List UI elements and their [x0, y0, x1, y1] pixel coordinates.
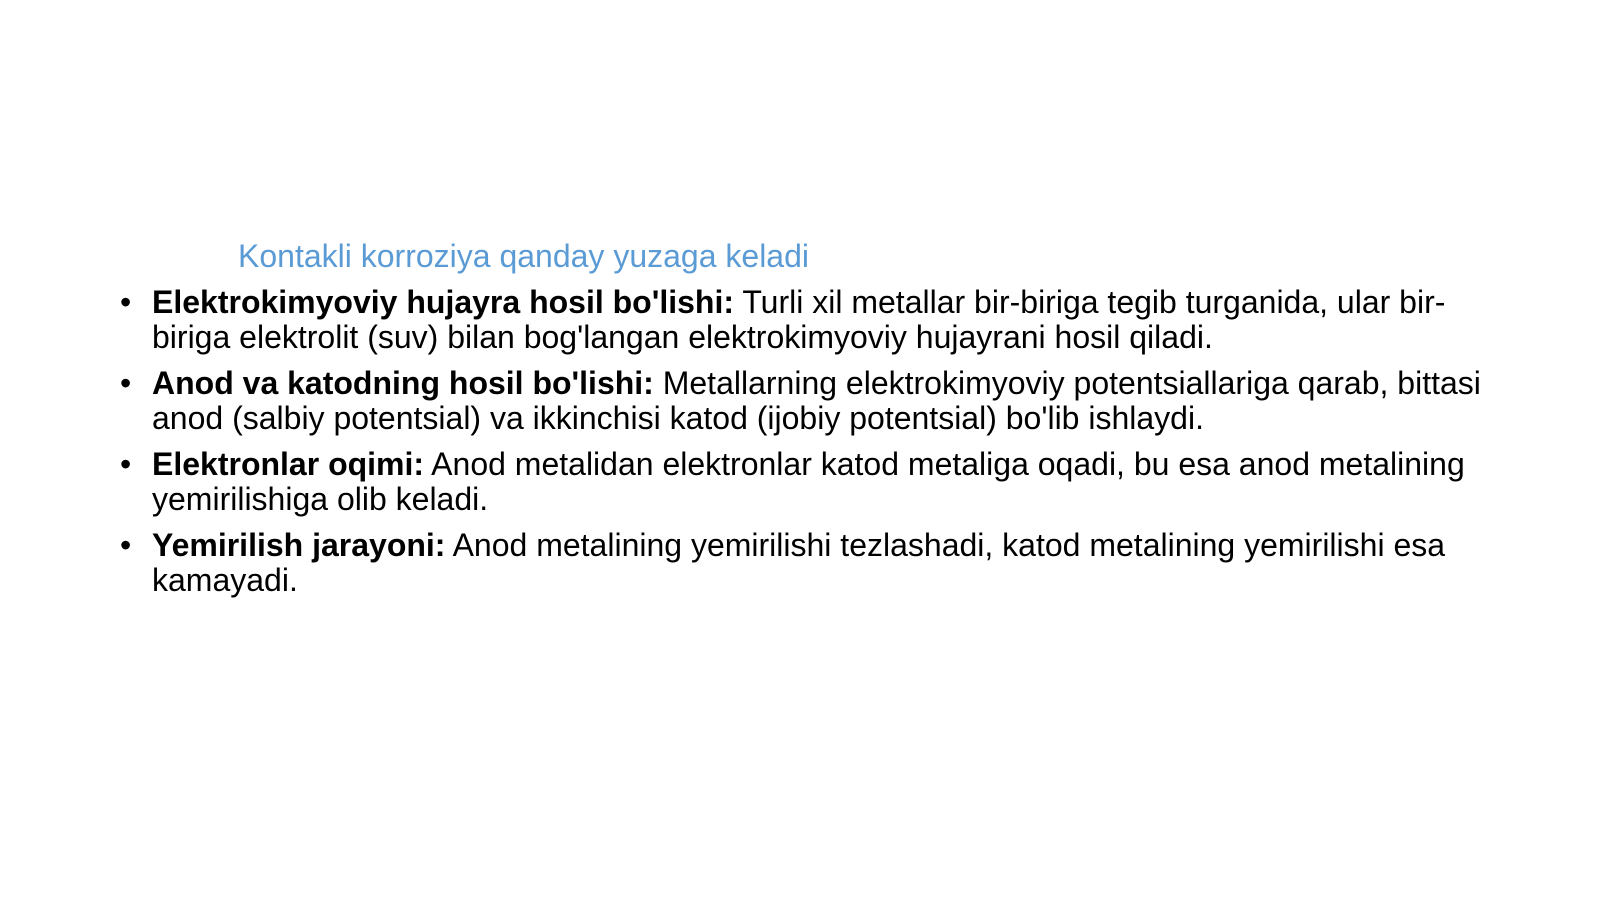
bullet-item-electron-flow [120, 447, 1490, 517]
bullet-text: Anod metalining yemirilishi tezlashadi, katod metalining yemirilishi esa kamayadi. [152, 527, 1446, 598]
bullet-text: Metallarning elektrokimyoviy potentsiallariga qarab, bittasi anod (salbiy potentsial) va ikkinchisi katod (ijobiy potentsial) bo'lib ishlaydi. [152, 365, 1481, 436]
bullet-term: Elektrokimyoviy hujayra hosil bo'lishi: [152, 284, 734, 320]
bullet-term: Elektronlar oqimi: [152, 446, 425, 482]
slide-title: Kontakli korroziya qanday yuzaga keladi [238, 238, 809, 274]
bullet-item-anode-cathode [120, 366, 1490, 436]
bullet-dot-icon: • [120, 446, 132, 482]
bullet-list [120, 285, 1490, 609]
bullet-term: Anod va katodning hosil bo'lishi: [152, 365, 654, 401]
bullet-dot-icon: • [120, 527, 132, 563]
bullet-term: Yemirilish jarayoni: [152, 527, 446, 563]
bullet-dot-icon: • [120, 365, 132, 401]
bullet-item-cell-formation [120, 285, 1490, 355]
bullet-item-corrosion-process [120, 528, 1490, 598]
bullet-text: Turli xil metallar bir-biriga tegib turganida, ular bir-biriga elektrolit (suv) bilan bog'langan elektrokimyoviy hujayrani hosil qiladi. [152, 284, 1446, 355]
bullet-dot-icon: • [120, 284, 132, 320]
bullet-text: Anod metalidan elektronlar katod metaliga oqadi, bu esa anod metalining yemirilishiga olib keladi. [152, 446, 1465, 517]
